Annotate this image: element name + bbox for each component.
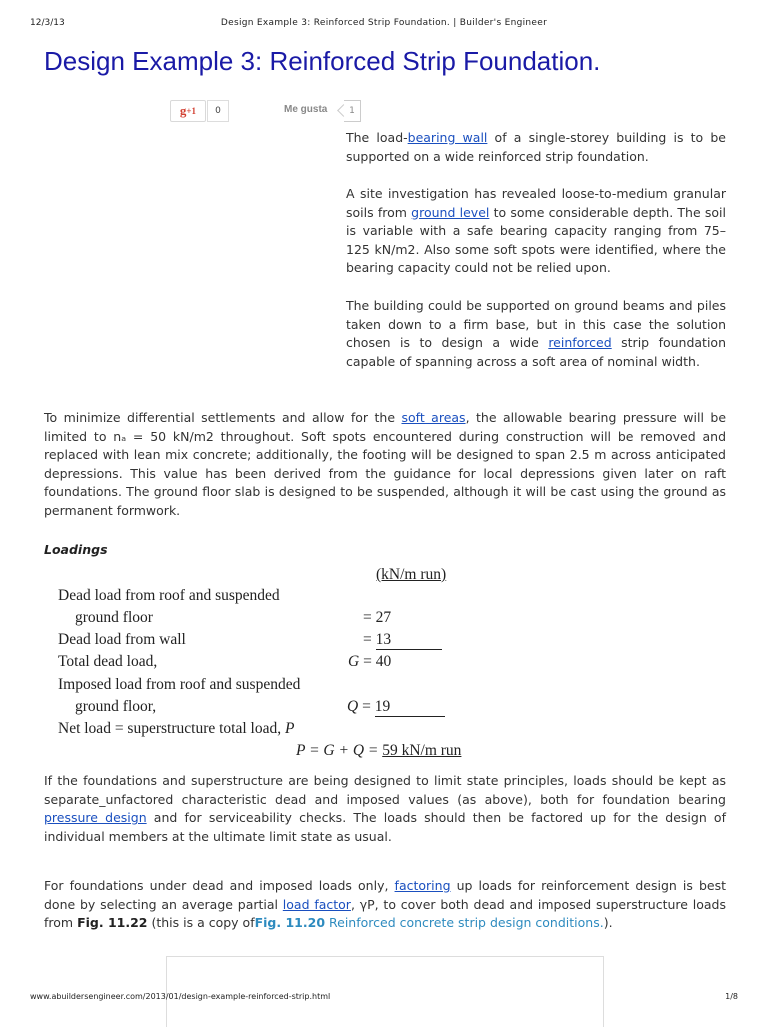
load-label: ground floor, bbox=[75, 698, 157, 715]
link-load-factor[interactable]: load factor bbox=[282, 896, 351, 912]
text: of a single-storey building is to be supported on a wide reinforced strip foundation. bbox=[346, 130, 726, 164]
load-label: Imposed load from roof and suspended bbox=[58, 676, 301, 693]
load-label: Dead load from wall bbox=[58, 631, 186, 648]
text: If the foundations and superstructure are being designed to limit state principles, loads should be kept as separate_unfactored characteristic dead and imposed values (as above), both for foundation bearing bbox=[44, 773, 726, 807]
load-label: Total dead load, bbox=[58, 653, 158, 670]
text: The load- bbox=[346, 130, 408, 145]
link-factoring[interactable]: factoring bbox=[394, 878, 451, 893]
symbol: P bbox=[296, 742, 306, 759]
load-value: = 40 bbox=[359, 653, 392, 670]
print-header bbox=[0, 18, 768, 32]
load-label: Dead load from roof and suspended bbox=[58, 587, 280, 604]
figure-caption-link[interactable]: Reinforced concrete strip design conditions. bbox=[325, 915, 604, 931]
figure-ref-link[interactable]: Fig. 11.20 bbox=[254, 915, 326, 931]
paragraph-intro bbox=[346, 129, 726, 166]
like-count: 1 bbox=[344, 100, 361, 122]
load-value: 59 kN/m run bbox=[382, 742, 462, 759]
paragraph-settlements bbox=[44, 409, 726, 521]
text: For foundations under dead and imposed loads only, bbox=[44, 878, 395, 893]
print-title: Design Example 3: Reinforced Strip Foundation. | Builder's Engineer bbox=[220, 18, 548, 28]
paragraph-site-investigation bbox=[346, 185, 726, 278]
text: ). bbox=[603, 915, 613, 931]
eq: = bbox=[358, 698, 375, 715]
text: A site investigation has revealed loose-to-medium granular soils from bbox=[346, 186, 726, 220]
unit-header: (kN/m run) bbox=[376, 566, 447, 583]
gplus-label: +1 bbox=[186, 106, 197, 116]
loadings-heading: Loadings bbox=[44, 542, 108, 557]
social-bar bbox=[170, 100, 490, 122]
google-plus-count: 0 bbox=[207, 100, 229, 122]
text: (this is a copy of bbox=[147, 915, 255, 931]
link-pressure-design[interactable]: pressure design bbox=[44, 810, 147, 826]
text: up loads for reinforcement design is best done by selecting an average partial bbox=[44, 878, 726, 912]
figure-ref: Fig. 11.22 bbox=[77, 915, 148, 931]
total-equation bbox=[296, 742, 461, 760]
load-value: = 27 bbox=[363, 609, 392, 626]
text: strip foundation capable of spanning across a soft area of nominal width. bbox=[346, 335, 726, 369]
load-value-row bbox=[348, 653, 391, 671]
print-date: 12/3/13 bbox=[30, 18, 65, 28]
text: to some considerable depth. The soil is variable with a safe bearing capacity ranging from 75–125 kN/m2. Also some soft spots were identified, where the bearing capacity could not be relied upon. bbox=[346, 204, 726, 276]
text: The building could be supported on ground beams and piles taken down to a firm base, but in this case the solution chosen is to design a wide bbox=[346, 298, 726, 351]
page-number: 1/8 bbox=[725, 992, 738, 1001]
symbol: P bbox=[284, 720, 295, 737]
symbol: Q bbox=[347, 698, 359, 715]
google-plus-button[interactable] bbox=[170, 100, 206, 122]
load-label bbox=[58, 720, 294, 738]
load-value-row bbox=[347, 698, 445, 717]
load-label: ground floor bbox=[75, 609, 153, 626]
load-value-row bbox=[363, 631, 442, 650]
text: = G + Q = bbox=[305, 742, 383, 759]
text: , γP, to cover both dead and imposed superstructure loads from bbox=[44, 896, 726, 931]
text: Net load = superstructure total load, bbox=[58, 720, 285, 737]
eq: = bbox=[363, 631, 376, 648]
paragraph-limit-state bbox=[44, 772, 726, 846]
link-ground-level[interactable]: ground level bbox=[411, 204, 490, 220]
print-url: www.abuildersengineer.com/2013/01/design-example-reinforced-strip.html bbox=[30, 992, 331, 1001]
symbol: G bbox=[348, 653, 360, 670]
article-title: Design Example 3: Reinforced Strip Foundation. bbox=[44, 46, 601, 76]
text: To minimize differential settlements and allow for the bbox=[44, 410, 402, 425]
paragraph-factoring bbox=[44, 877, 726, 933]
load-value: 19 bbox=[375, 698, 445, 717]
like-button[interactable]: Me gusta bbox=[284, 104, 328, 115]
link-soft-areas[interactable]: soft areas bbox=[401, 410, 466, 425]
link-bearing-wall[interactable]: bearing wall bbox=[407, 130, 488, 145]
load-value: 13 bbox=[376, 631, 442, 650]
link-reinforced[interactable]: reinforced bbox=[548, 335, 612, 351]
google-g-icon: g bbox=[179, 103, 187, 118]
text: and for serviceability checks. The loads should then be factored up for the design of individual members at the ultimate limit state as usual. bbox=[44, 810, 726, 844]
paragraph-solution bbox=[346, 297, 726, 371]
text: , the allowable bearing pressure will be limited to nₐ = 50 kN/m2 throughout. Soft spots encountered during construction will be removed and replaced with lean mix concrete; additionally, the footing will be designed to span 2.5 m across anticipated depressions. This value has been derived from the guidance for local depressions given later on raft foundations. The ground floor slab is designed to be suspended, although it will be cast using the ground as permanent formwork. bbox=[44, 410, 727, 518]
